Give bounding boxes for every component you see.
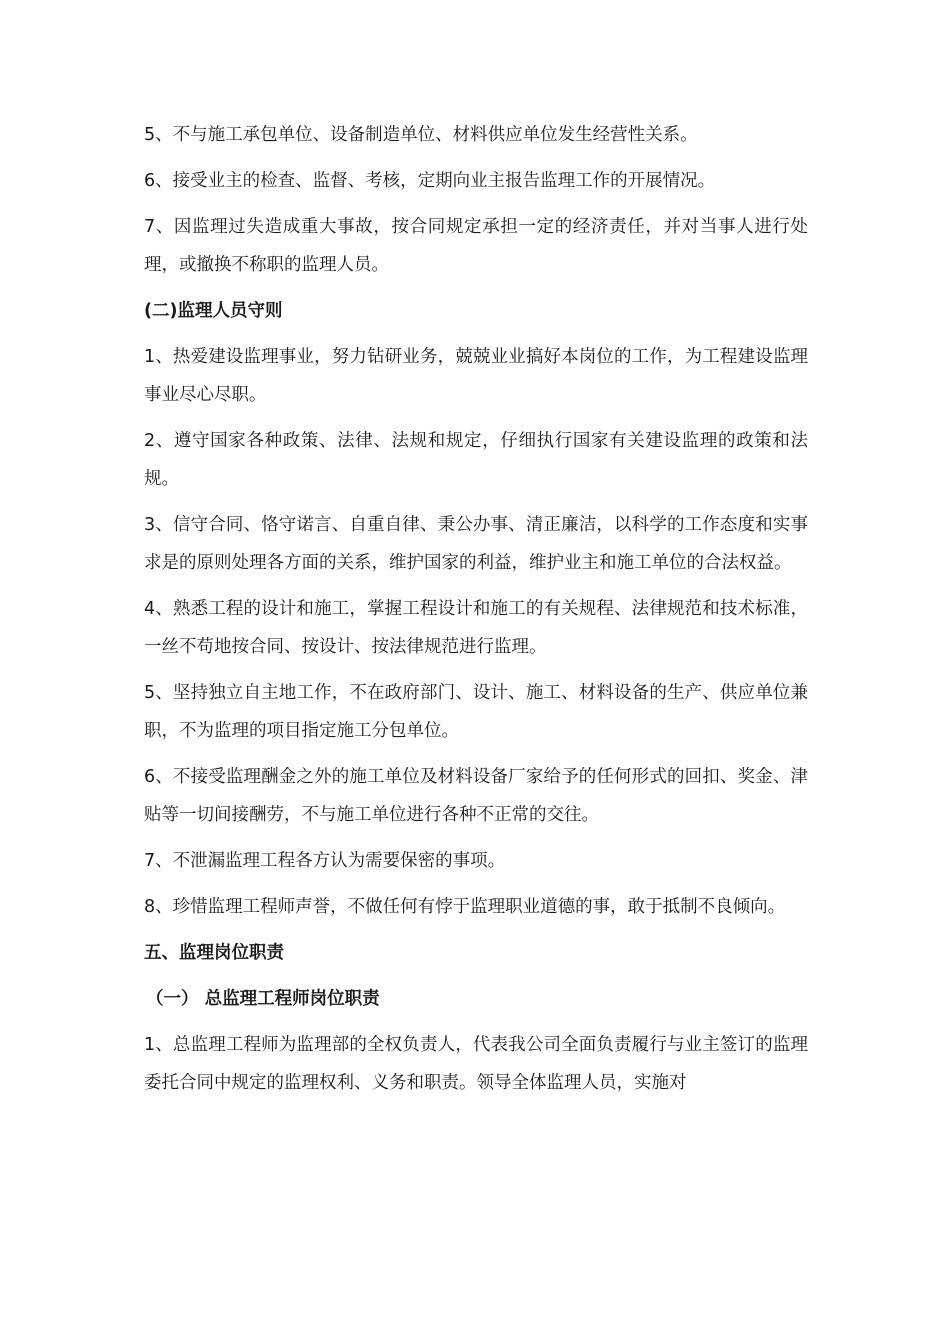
section-heading-staff-code: (二)监理人员守则 xyxy=(144,301,283,321)
paragraph-code-4: 4、熟悉工程的设计和施工，掌握工程设计和施工的有关规程、法律规范和技术标准，一丝不苟地按合同、按设计、按法律规范进行监理。 xyxy=(144,599,808,657)
document-body xyxy=(144,116,808,1110)
paragraph-code-6: 6、不接受监理酬金之外的施工单位及材料设备厂家给予的任何形式的回扣、奖金、津贴等一切间接酬劳，不与施工单位进行各种不正常的交往。 xyxy=(144,767,808,825)
paragraph-code-8: 8、珍惜监理工程师声誉，不做任何有悖于监理职业道德的事，敢于抵制不良倾向。 xyxy=(144,897,786,917)
paragraph-chief-duty-1: 1、总监理工程师为监理部的全权负责人，代表我公司全面负责履行与业主签订的监理委托合同中规定的监理权利、义务和职责。领导全体监理人员，实施对 xyxy=(144,1035,808,1093)
paragraph-duty-6: 6、接受业主的检查、监督、考核，定期向业主报告监理工作的开展情况。 xyxy=(144,171,716,191)
paragraph-code-5: 5、坚持独立自主地工作，不在政府部门、设计、施工、材料设备的生产、供应单位兼职，不为监理的项目指定施工分包单位。 xyxy=(144,683,808,741)
paragraph-code-7: 7、不泄漏监理工程各方认为需要保密的事项。 xyxy=(144,851,506,871)
paragraph-code-2: 2、遵守国家各种政策、法律、法规和规定，仔细执行国家有关建设监理的政策和法规。 xyxy=(144,431,808,489)
paragraph-code-1: 1、热爱建设监理事业，努力钻研业务，兢兢业业搞好本岗位的工作，为工程建设监理事业尽心尽职。 xyxy=(144,347,808,405)
subsection-heading-chief-engineer: （一） 总监理工程师岗位职责 xyxy=(146,989,380,1009)
paragraph-duty-7: 7、因监理过失造成重大事故，按合同规定承担一定的经济责任，并对当事人进行处理，或撤换不称职的监理人员。 xyxy=(144,217,808,275)
paragraph-code-3: 3、信守合同、恪守诺言、自重自律、秉公办事、清正廉洁，以科学的工作态度和实事求是的原则处理各方面的关系，维护国家的利益，维护业主和施工单位的合法权益。 xyxy=(144,515,808,573)
section-heading-job-duties: 五、监理岗位职责 xyxy=(144,943,284,963)
paragraph-duty-5: 5、不与施工承包单位、设备制造单位、材料供应单位发生经营性关系。 xyxy=(144,125,698,145)
